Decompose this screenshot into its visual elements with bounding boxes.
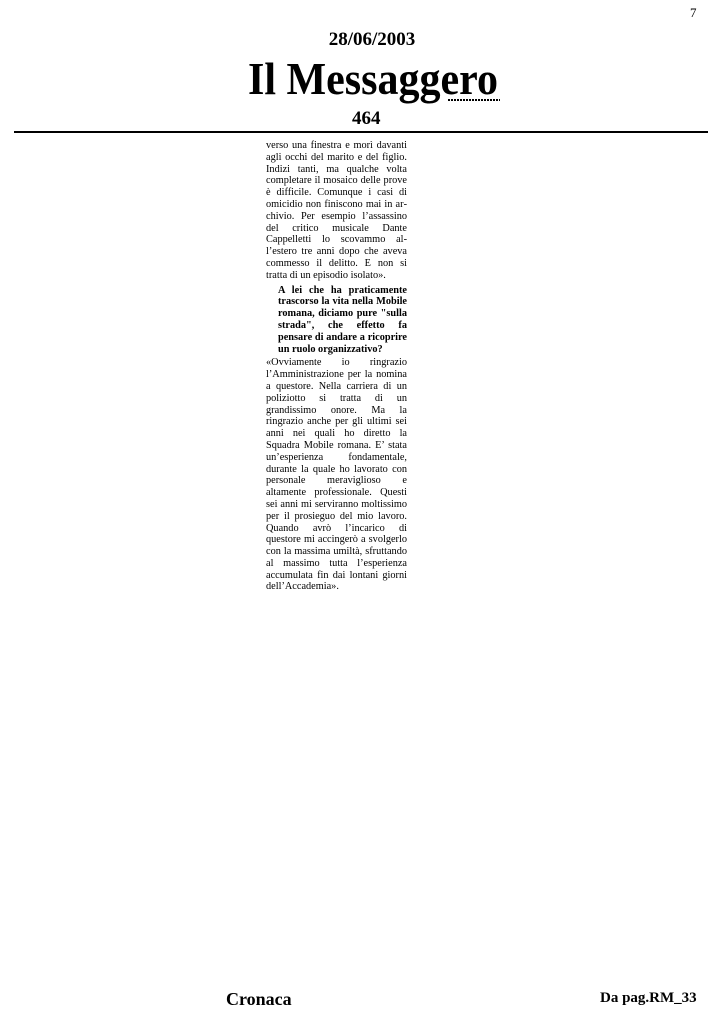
newspaper-masthead [248,54,504,104]
interview-question: A lei che ha praticamente trascorso la vita nella Mobile romana, diciamo pure "sulla strada", che effetto fa pensare di andare a ricoprire un ruolo organizzativo? [278,284,407,355]
section-label: Cronaca [226,989,292,1009]
article-column [266,140,407,593]
publication-date: 28/06/2003 [328,29,416,50]
issue-number: 464 [352,108,381,129]
page-reference: Da pag.RM_33 [600,990,697,1006]
page-number: 7 [690,5,697,20]
header-divider [14,131,708,133]
masthead-title: Il Messaggero [248,54,498,104]
article-paragraph: «Ovviamente io ringrazio l’Amministrazione per la nomina a questore. Nella carriera di un poliziotto si tratta di un grandissimo onore. Ma la ringrazio anche per gli ultimi sei anni nei quali ho diretto la Squadra Mobile romana. E’ stata un’esperienza fondamentale, durante la quale ho lavorato con personale meraviglioso e altamente professionale. Questi sei anni mi serviranno moltissimo per il prosieguo del mio lavoro. Quando avrò l’incarico di questore mi accingerò a svolgerlo con la massima umiltà, sfruttando al massimo tutta l’esperienza accumulata fin dai lontani giorni dell’Accademia». [266,357,407,593]
article-paragraph: verso una finestra e morì davanti agli occhi del marito e del figlio. Indizi tanti, ma qualche volta completare il mosaico delle prove è difficile. Comunque i casi di omicidio non finiscono mai in archivio. Per esempio l’assassino del critico musicale Dante Cappelletti lo scovammo all’estero tre anni dopo che aveva commesso il delitto. E non si tratta di un episodio isolato». [266,140,407,281]
